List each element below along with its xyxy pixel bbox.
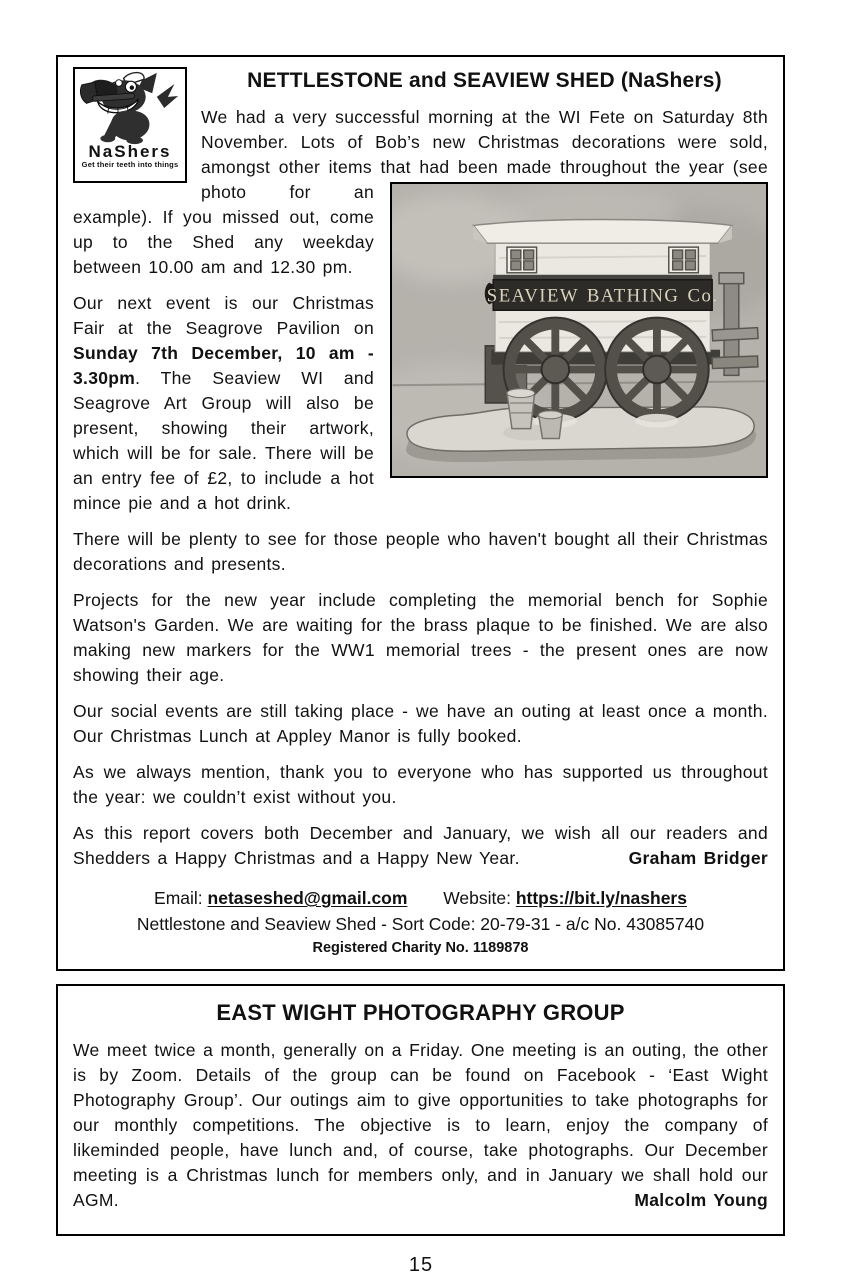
wheel-right xyxy=(606,318,709,421)
email-link[interactable]: netaseshed@gmail.com xyxy=(207,888,408,908)
bank-details: Nettlestone and Seaview Shed - Sort Code: 20-79-31 - a/c No. 43085740 xyxy=(136,914,705,934)
photography-section xyxy=(56,984,785,1236)
photography-body xyxy=(73,1038,768,1213)
nashers-paragraph-6: As we always mention, thank you to everyone who has supported us throughout the year: we couldn’t exist without you. xyxy=(73,762,768,807)
shed-photo xyxy=(390,182,768,478)
nashers-logo xyxy=(73,67,187,183)
author-signature: Malcolm Young xyxy=(634,1190,768,1210)
photo-sign-text: SEAVIEW BATHING Co. xyxy=(486,285,719,307)
nashers-section xyxy=(56,55,785,971)
paragraph-text: Our next event is our Christmas Fair at the Seagrove Pavilion on xyxy=(73,293,374,338)
author-signature: Graham Bridger xyxy=(628,848,768,868)
paragraph-text: year (see photo for an example). If you missed out, come up to the Shed any weekday between 10.00 am and 12.30 pm. xyxy=(73,157,768,277)
nashers-logo-wordmark: NaShers xyxy=(88,142,172,161)
photography-title: EAST WIGHT PHOTOGRAPHY GROUP xyxy=(216,1000,625,1025)
nashers-dog-icon xyxy=(78,71,182,145)
event-date-bold: Sunday 7th December, 10 am - 3.30pm xyxy=(73,343,374,388)
nashers-paragraph-4: Projects for the new year include completing the memorial bench for Sophie Watson's Garden. We are waiting for the brass plaque to be finished. We are also making new markers for the WW1 memorial trees - the present ones are now showing their age. xyxy=(73,590,768,685)
paragraph-text: We had a very successful morning at the WI Fete on Saturday 8th November. Lots of Bob’s new Christmas decorations were sold, amongst other items that had been made throughout the xyxy=(201,107,768,177)
nashers-title: NETTLESTONE and SEAVIEW SHED (NaShers) xyxy=(247,69,722,92)
page-number: 15 xyxy=(408,1254,434,1276)
nashers-paragraph-5: Our social events are still taking place - we have an outing at least once a month. Our Christmas Lunch at Appley Manor is fully booked. xyxy=(73,701,768,746)
contact-links-line xyxy=(73,885,768,911)
bathing-machine-photo-graphic xyxy=(392,184,766,476)
nashers-paragraph-7 xyxy=(73,821,768,871)
nashers-contact-block xyxy=(73,885,768,959)
email-label: Email: xyxy=(154,888,203,908)
nashers-logo-tagline: Get their teeth into things xyxy=(81,160,179,169)
website-label: Website: xyxy=(443,888,511,908)
paragraph-text: As this report covers both December and January, we wish all our readers and Shedders a Happy Christmas and a Happy New Year. xyxy=(73,823,768,868)
paragraph-text: We meet twice a month, generally on a Friday. One meeting is an outing, the other is by Zoom. Details of the group can be found on Facebook - ‘East Wight Photography Group’. Our outings aim to give opportunities to take photographs for our monthly competitions. The objective is to learn, enjoy the company of likeminded people, have lunch and, of course, take photographs. Our December meeting is a Christmas lunch for members only, and in January we shall hold our AGM. xyxy=(73,1040,768,1210)
charity-number: Registered Charity No. 1189878 xyxy=(312,940,529,956)
nashers-paragraph-3: There will be plenty to see for those people who haven't bought all their Christmas decorations and presents. xyxy=(73,529,768,574)
paragraph-text: . The Seaview WI and Seagrove Art Group will also be present, showing their artwork, which will be for sale. There will be an entry fee of £2, to include a hot mince pie and a hot drink. xyxy=(73,368,374,513)
website-link[interactable]: https://bit.ly/nashers xyxy=(515,888,687,908)
